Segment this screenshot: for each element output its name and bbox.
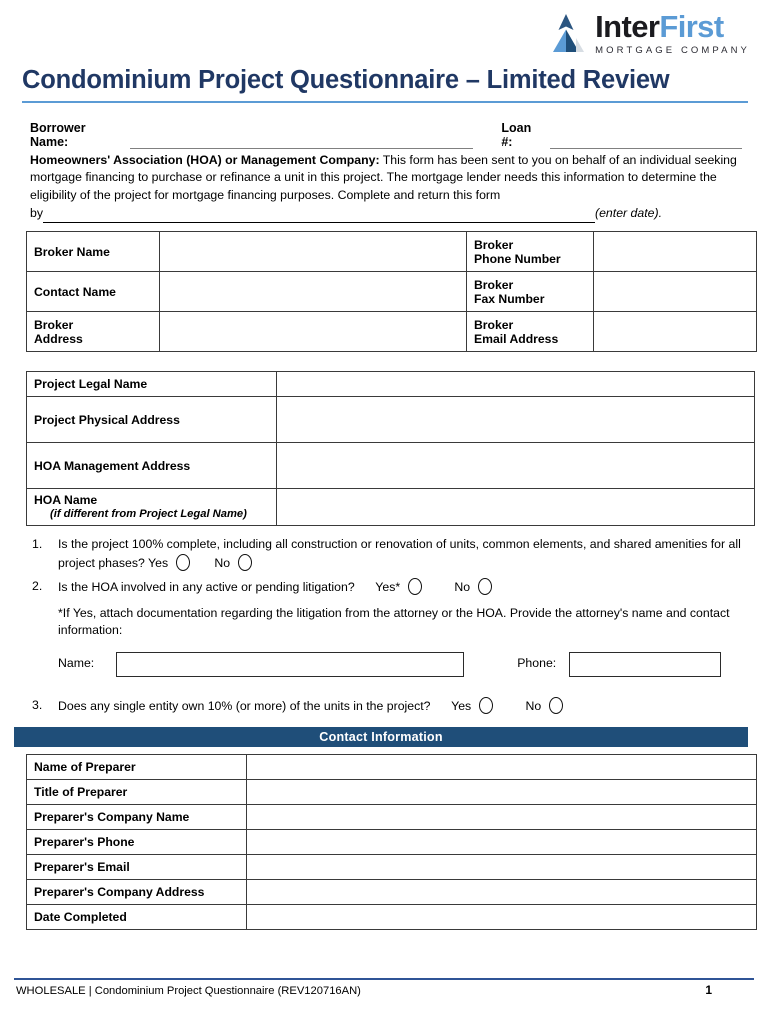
name-of-preparer-label: Name of Preparer [27,755,247,780]
question-1 [32,536,744,572]
title-divider [22,101,748,103]
attorney-name-input[interactable] [116,652,464,677]
broker-email-field[interactable] [594,312,757,352]
question-1-yes-label: Yes [148,555,169,570]
hoa-intro-lead: Homeowners' Association (HOA) or Management Company: [30,153,380,167]
borrower-row [30,121,742,149]
footer-text: WHOLESALE | Condominium Project Questionnaire (REV120716AN) [16,985,361,997]
project-info-table [26,371,755,526]
logo-subtitle: MORTGAGE COMPANY [595,45,750,56]
preparer-email-label: Preparer's Email [27,855,247,880]
table-row [27,905,757,930]
table-row [27,272,757,312]
contact-information-table [26,754,757,930]
question-3 [32,697,744,716]
broker-fax-label-line2: Fax Number [474,291,545,306]
loan-number-input[interactable] [550,135,742,149]
contact-information-banner: Contact Information [14,727,748,747]
broker-address-label-line1: Broker [34,317,74,332]
broker-email-label-line1: Broker [474,317,514,332]
table-row [27,780,757,805]
broker-name-field[interactable] [160,232,467,272]
broker-phone-label-line2: Phone Number [474,251,561,266]
company-logo [543,8,750,66]
project-legal-name-field[interactable] [277,372,755,397]
question-1-yes-radio[interactable] [176,554,190,571]
hoa-name-field[interactable] [277,489,755,526]
question-2-no-radio[interactable] [478,578,492,595]
question-2-number: 2. [32,579,43,593]
broker-address-label [27,312,160,352]
broker-name-label: Broker Name [27,232,160,272]
table-row [27,830,757,855]
question-2-text: Is the HOA involved in any active or pending litigation? [58,580,355,594]
preparer-phone-field[interactable] [247,830,757,855]
date-completed-field[interactable] [247,905,757,930]
hoa-intro-paragraph [30,152,742,223]
question-3-yes-radio[interactable] [479,697,493,714]
broker-fax-label [467,272,594,312]
broker-address-field[interactable] [160,312,467,352]
question-3-yes-label: Yes [451,698,472,713]
question-3-number: 3. [32,697,43,712]
pyramid-logo-icon [543,10,589,56]
title-of-preparer-label: Title of Preparer [27,780,247,805]
broker-fax-field[interactable] [594,272,757,312]
question-3-no-label: No [525,698,542,713]
page-title: Condominium Project Questionnaire – Limited Review [22,66,670,94]
hoa-name-label-note: (if different from Project Legal Name) [50,508,247,520]
contact-name-label: Contact Name [27,272,160,312]
question-3-text: Does any single entity own 10% (or more) of the units in the project? [58,698,431,713]
return-by-label: by [30,206,43,221]
title-of-preparer-field[interactable] [247,780,757,805]
table-row [27,232,757,272]
project-legal-name-label: Project Legal Name [27,372,277,397]
project-physical-address-field[interactable] [277,397,755,443]
broker-phone-label [467,232,594,272]
broker-email-label [467,312,594,352]
broker-info-table [26,231,757,352]
date-completed-label: Date Completed [27,905,247,930]
table-row [27,805,757,830]
page-footer [16,983,754,997]
name-of-preparer-field[interactable] [247,755,757,780]
broker-phone-label-line1: Broker [474,237,514,252]
question-2-yes-label: Yes* [375,580,401,594]
question-3-body [58,697,744,716]
question-2-body [58,578,744,597]
broker-email-label-line2: Email Address [474,331,559,346]
question-2-no-label: No [454,580,471,594]
attorney-contact-row [58,652,744,677]
preparer-company-address-field[interactable] [247,880,757,905]
question-1-body [58,536,744,572]
question-2 [32,578,744,597]
table-row [27,312,757,352]
borrower-name-label: Borrower Name: [30,121,86,149]
broker-fax-label-line1: Broker [474,277,514,292]
loan-number-label: Loan #: [501,121,532,149]
contact-name-field[interactable] [160,272,467,312]
broker-address-label-line2: Address [34,331,83,346]
hoa-name-label [27,489,277,526]
attorney-phone-label: Phone: [517,656,557,671]
logo-word-inter: Inter [595,9,660,44]
project-physical-address-label: Project Physical Address [27,397,277,443]
preparer-email-field[interactable] [247,855,757,880]
logo-wordmark [595,10,750,44]
hoa-management-address-field[interactable] [277,443,755,489]
question-1-no-radio[interactable] [238,554,252,571]
questions-section [32,536,744,721]
return-by-line [30,205,742,222]
table-row [27,489,755,526]
table-row [27,755,757,780]
table-row [27,880,757,905]
question-3-no-radio[interactable] [549,697,563,714]
logo-word-first: First [659,9,724,44]
preparer-company-address-label: Preparer's Company Address [27,880,247,905]
hoa-intro-body: This form has been sent to you on behalf of an individual seeking mortgage financing to purchase or refinance a unit in this project. The mortgage lender needs this information to determine the eligibility of the project for mortgage financing purposes. Complete and return this form [30,153,737,202]
question-1-text: Is the project 100% complete, including all construction or renovation of units, common elements, and shared amenities for all project phases? [58,537,741,570]
logo-text [595,8,750,57]
broker-phone-field[interactable] [594,232,757,272]
question-1-no-label: No [214,555,231,570]
table-row [27,855,757,880]
question-2-footnote: *If Yes, attach documentation regarding the litigation from the attorney or the HOA. Provide the attorney's name and contact information: [58,605,730,637]
preparer-phone-label: Preparer's Phone [27,830,247,855]
question-2-yes-radio[interactable] [408,578,422,595]
hoa-management-address-label: HOA Management Address [27,443,277,489]
table-row [27,372,755,397]
preparer-company-name-field[interactable] [247,805,757,830]
return-by-date-input[interactable] [43,210,595,223]
table-row [27,443,755,489]
hoa-name-label-main: HOA Name [34,493,98,507]
attorney-name-label: Name: [58,656,95,671]
question-1-number: 1. [32,537,43,551]
footer-page-number: 1 [705,983,712,997]
attorney-phone-input[interactable] [569,652,721,677]
table-row [27,397,755,443]
footer-divider [14,978,754,980]
preparer-company-name-label: Preparer's Company Name [27,805,247,830]
borrower-name-input[interactable] [130,135,473,149]
enter-date-hint: (enter date). [595,206,662,221]
